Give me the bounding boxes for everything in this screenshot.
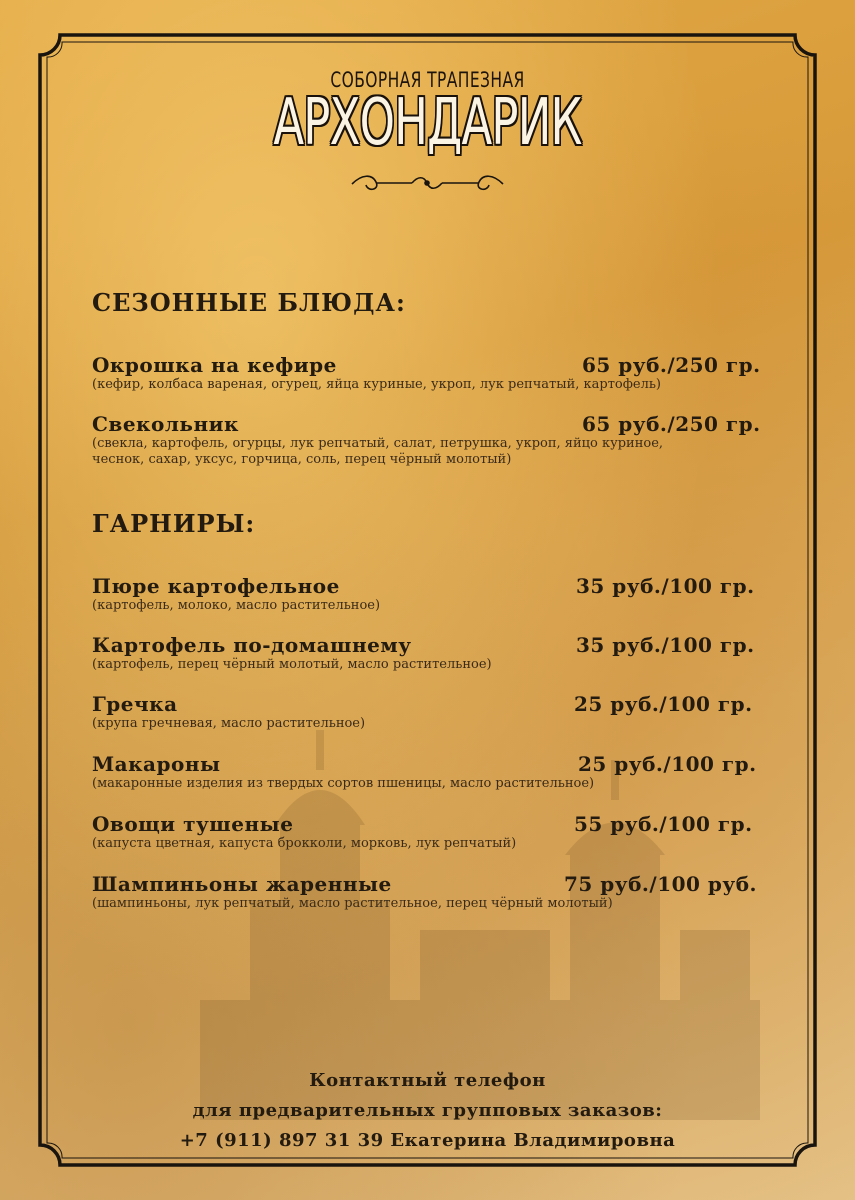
item-price: 65 руб./250 гр.	[582, 353, 761, 377]
item-price: 35 руб./100 гр.	[576, 633, 755, 657]
item-description: (капуста цветная, капуста брокколи, морковь, лук репчатый)	[92, 836, 517, 851]
item-name: Гречка	[92, 692, 178, 716]
item-price: 55 руб./100 гр.	[574, 812, 753, 836]
contact-phone[interactable]: +7 (911) 897 31 39 Екатерина Владимировна	[179, 1130, 676, 1151]
menu-item	[92, 574, 772, 614]
item-price: 65 руб./250 гр.	[582, 412, 761, 436]
item-name: Картофель по-домашнему	[92, 633, 412, 657]
section-title-garnishes: ГАРНИРЫ:	[92, 509, 256, 538]
menu-item	[92, 872, 772, 912]
item-name: Шампиньоны жаренные	[92, 872, 392, 896]
restaurant-name: АРХОНДАРИК	[273, 86, 582, 160]
restaurant-subtitle: СОБОРНАЯ ТРАПЕЗНАЯ	[330, 68, 525, 92]
item-description: (свекла, картофель, огурцы, лук репчатый, салат, петрушка, укроп, яйцо куриное,	[92, 436, 664, 451]
section-title-seasonal: СЕЗОННЫЕ БЛЮДА:	[92, 288, 406, 317]
item-price: 25 руб./100 гр.	[578, 752, 757, 776]
item-description: (кефир, колбаса вареная, огурец, яйца куриные, укроп, лук репчатый, картофель)	[92, 377, 661, 392]
item-description: (картофель, молоко, масло растительное)	[92, 598, 381, 613]
menu-item	[92, 412, 772, 468]
ornament-divider-icon	[350, 172, 505, 194]
contact-purpose: для предварительных групповых заказов:	[192, 1100, 663, 1121]
menu-item	[92, 633, 772, 673]
item-price: 35 руб./100 гр.	[576, 574, 755, 598]
item-description: (макаронные изделия из твердых сортов пшеницы, масло растительное)	[92, 776, 595, 791]
item-name: Свекольник	[92, 412, 239, 436]
menu-item	[92, 692, 772, 732]
item-name: Овощи тушеные	[92, 812, 294, 836]
item-description: (шампиньоны, лук репчатый, масло растительное, перец чёрный молотый)	[92, 896, 613, 911]
item-description: (картофель, перец чёрный молотый, масло растительное)	[92, 657, 492, 672]
contact-block	[0, 1066, 855, 1156]
menu-item	[92, 812, 772, 852]
item-name: Окрошка на кефире	[92, 353, 337, 377]
item-description-continued: чеснок, сахар, уксус, горчица, соль, перец чёрный молотый)	[92, 452, 512, 467]
item-price: 25 руб./100 гр.	[574, 692, 753, 716]
item-description: (крупа гречневая, масло растительное)	[92, 716, 366, 731]
menu-item	[92, 752, 772, 792]
contact-heading: Контактный телефон	[309, 1070, 546, 1091]
item-price: 75 руб./100 руб.	[564, 872, 757, 896]
menu-item	[92, 353, 772, 393]
restaurant-header	[0, 68, 855, 160]
item-name: Макароны	[92, 752, 221, 776]
item-name: Пюре картофельное	[92, 574, 340, 598]
